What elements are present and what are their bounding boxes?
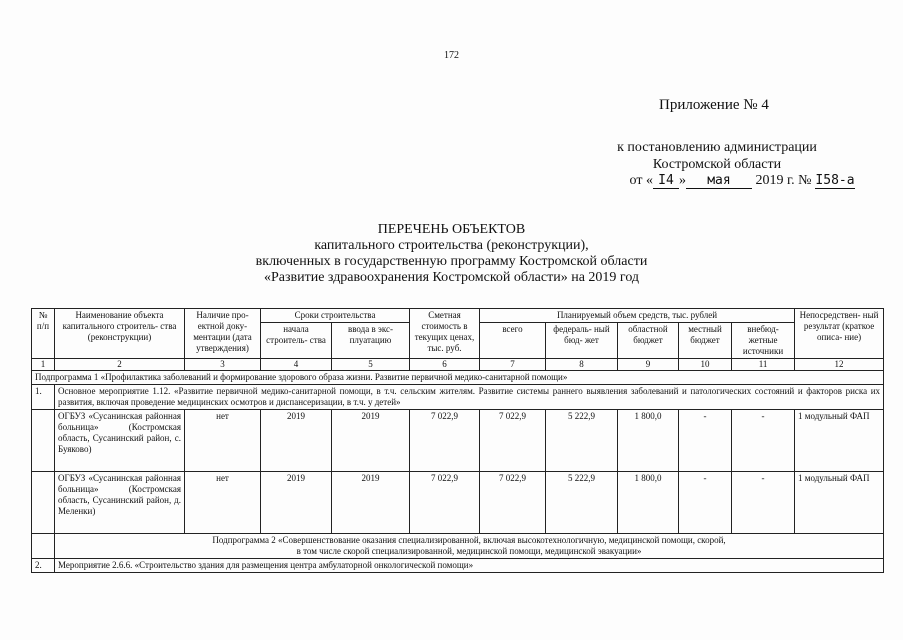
regional-cell: 1 800,0: [618, 410, 679, 472]
subprogram-2-title: [55, 534, 884, 559]
header-planned: Планируемый объем средств, тыс. рублей: [480, 309, 795, 323]
title-line-1: ПЕРЕЧЕНЬ ОБЪЕКТОВ: [377, 222, 526, 237]
col-number: 8: [546, 359, 618, 371]
measure-1-title: Основное мероприятие 1.12. «Развитие первичной медико-санитарной помощи, в т.ч. сельским жителям. Развитие системы раннего выявления заболеваний и патологических состояний и факторов риска их развития, включая проведение медицинских осмотров и диспансеризации, в т.ч. у детей»: [55, 385, 884, 410]
table-row: [32, 410, 884, 472]
object-name: ОГБУЗ «Сусанинская районная больница» (Костромская область, Сусанинский район, с. Буяково): [55, 410, 185, 472]
measure-1-num: 1.: [32, 385, 55, 410]
header-cost: Сметная стоимость в текущих ценах, тыс. руб.: [410, 309, 480, 359]
date-day: I4: [653, 173, 679, 189]
cost-cell: 7 022,9: [410, 410, 480, 472]
subprogram-2-row: [32, 534, 884, 559]
table-header-row: [32, 309, 884, 323]
offbudget-cell: -: [732, 410, 795, 472]
document-title: [0, 222, 903, 286]
column-numbers-row: [32, 359, 884, 371]
docs-cell: нет: [185, 410, 261, 472]
resolution-date-number: [560, 173, 855, 189]
local-cell: -: [679, 410, 732, 472]
header-num: № п/п: [32, 309, 55, 359]
header-local: местный бюджет: [679, 323, 732, 359]
resolution-line-1: к постановлению администрации: [617, 140, 817, 155]
resolution-number: I58-а: [815, 173, 855, 188]
subprogram-2-line-2: в том числе скорой специализированной, медицинской помощи, медицинской эвакуации»: [296, 546, 642, 556]
subprogram-2-line-1: Подпрограмма 2 «Совершенствование оказания специализированной, включая высокотехнологичную, медицинской помощи, скорой,: [212, 535, 726, 545]
objects-table: [31, 308, 884, 573]
date-year-label: 2019 г. №: [755, 173, 812, 188]
cost-cell: 7 022,9: [410, 472, 480, 534]
regional-cell: 1 800,0: [618, 472, 679, 534]
col-number: 7: [480, 359, 546, 371]
header-total: всего: [480, 323, 546, 359]
header-result: Непосредствен- ный результат (краткое описа- ние): [795, 309, 884, 359]
header-federal: федераль- ный бюд- жет: [546, 323, 618, 359]
measure-1-row: [32, 385, 884, 410]
result-cell: 1 модульный ФАП: [795, 410, 884, 472]
measure-2-row: [32, 559, 884, 573]
header-offbudget: внебюд- жетные источники: [732, 323, 795, 359]
header-finish: ввода в экс- плуатацию: [332, 323, 410, 359]
total-cell: 7 022,9: [480, 410, 546, 472]
title-line-4: «Развитие здравоохранения Костромской области» на 2019 год: [263, 270, 640, 285]
col-number: 1: [32, 359, 55, 371]
col-number: 2: [55, 359, 185, 371]
subprogram-1-title: Подпрограмма 1 «Профилактика заболеваний и формирование здорового образа жизни. Развитие первичной медико-санитарной помощи»: [32, 371, 884, 385]
federal-cell: 5 222,9: [546, 472, 618, 534]
col-number: 10: [679, 359, 732, 371]
col-number: 12: [795, 359, 884, 371]
finish-cell: 2019: [332, 472, 410, 534]
page-number: 172: [444, 50, 459, 61]
row-num: [32, 472, 55, 534]
local-cell: -: [679, 472, 732, 534]
date-month: мая: [686, 173, 752, 189]
measure-2-title: Мероприятие 2.6.6. «Строительство здания для размещения центра амбулаторной онкологической помощи»: [55, 559, 884, 573]
title-line-3: включенных в государственную программу Костромской области: [255, 254, 648, 269]
header-start: начала строитель- ства: [261, 323, 332, 359]
federal-cell: 5 222,9: [546, 410, 618, 472]
col-number: 6: [410, 359, 480, 371]
header-terms: Сроки строительства: [261, 309, 410, 323]
total-cell: 7 022,9: [480, 472, 546, 534]
appendix-heading: Приложение № 4: [659, 97, 769, 113]
header-regional: областной бюджет: [618, 323, 679, 359]
resolution-line-2: Костромской области: [652, 157, 782, 172]
date-quote-close: »: [678, 173, 686, 188]
header-name: Наименование объекта капитального строитель- ства (реконструкции): [55, 309, 185, 359]
row-num: [32, 410, 55, 472]
measure-2-num: 2.: [32, 559, 55, 573]
subprogram-1-row: [32, 371, 884, 385]
date-prefix: от «: [629, 173, 653, 188]
finish-cell: 2019: [332, 410, 410, 472]
col-number: 11: [732, 359, 795, 371]
table-row: [32, 472, 884, 534]
start-cell: 2019: [261, 472, 332, 534]
title-line-2: капитального строительства (реконструкции),: [314, 238, 589, 253]
docs-cell: нет: [185, 472, 261, 534]
row-num: [32, 534, 55, 559]
object-name: ОГБУЗ «Сусанинская районная больница» (Костромская область, Сусанинский район, д. Меленки): [55, 472, 185, 534]
col-number: 5: [332, 359, 410, 371]
col-number: 9: [618, 359, 679, 371]
offbudget-cell: -: [732, 472, 795, 534]
header-docs: Наличие про- ектной доку- ментации (дата утверждения): [185, 309, 261, 359]
col-number: 3: [185, 359, 261, 371]
start-cell: 2019: [261, 410, 332, 472]
col-number: 4: [261, 359, 332, 371]
result-cell: 1 модульный ФАП: [795, 472, 884, 534]
